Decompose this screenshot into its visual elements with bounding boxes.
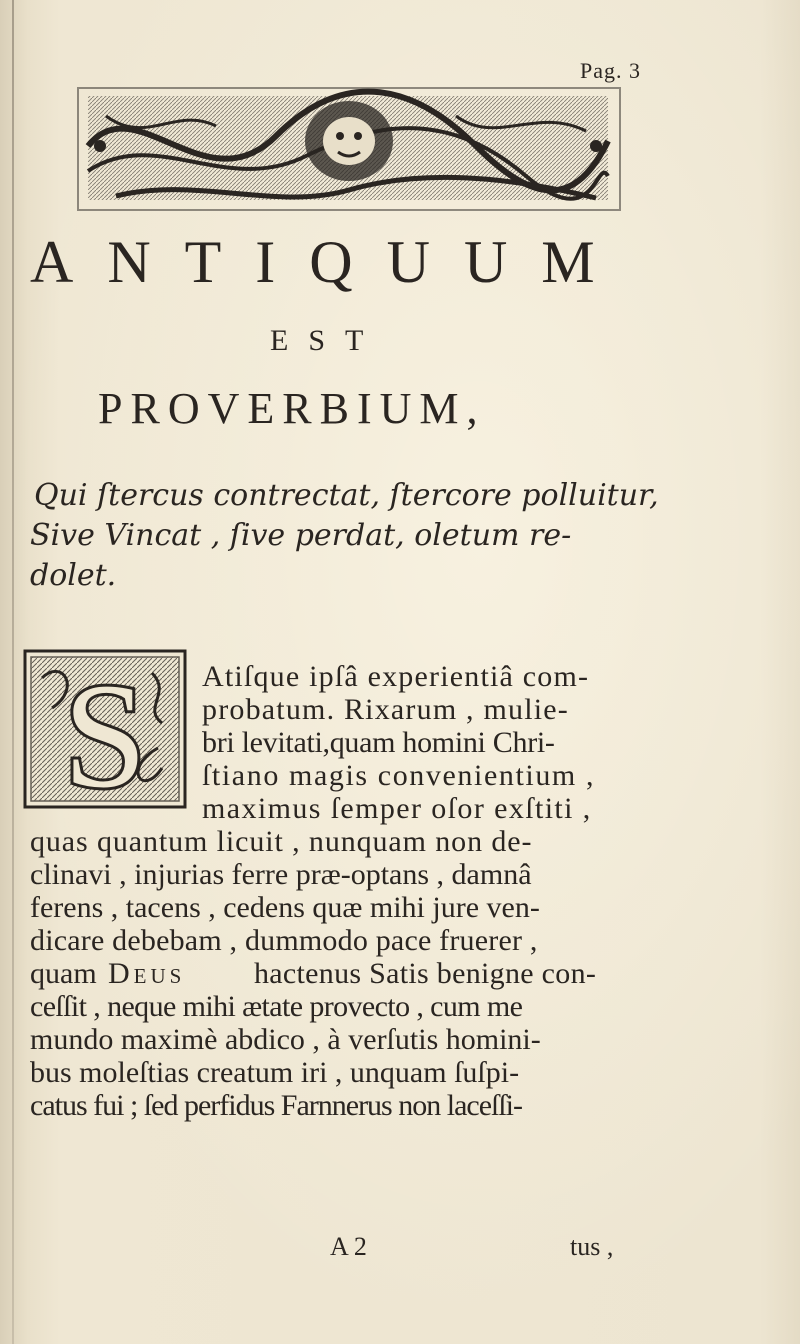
- body-line: ceſſit , neque mihi ætate provecto , cum me: [30, 990, 523, 1023]
- signature-mark: A 2: [330, 1232, 367, 1261]
- body-line: bri levitati,quam homini Chri-: [202, 726, 555, 759]
- body-line: mundo maximè abdico , à verſutis homini-: [30, 1023, 541, 1056]
- subtitle-est: EST: [270, 324, 384, 357]
- page-number: Pag. 3: [580, 58, 641, 83]
- body-line: probatum. Rixarum , mulie-: [202, 693, 569, 726]
- body-line: maximus ſemper oſor exſtiti ,: [202, 792, 592, 825]
- heading-proverbium: PROVERBIUM,: [98, 384, 486, 433]
- body-line: quas quantum licuit , nunquam non de-: [30, 825, 533, 858]
- ornamental-headpiece-icon: [76, 86, 622, 212]
- body-line: dicare debebam , dummodo pace fruerer ,: [30, 924, 538, 957]
- motto-line-3: dolet.: [30, 558, 117, 593]
- catchword: tus ,: [570, 1232, 614, 1261]
- initial-letter: S: [63, 653, 147, 810]
- body-line: ferens , tacens , cedens quæ mihi jure ven-: [30, 891, 540, 924]
- body-line: Atiſque ipſâ experientiâ com-: [202, 660, 590, 693]
- title-antiquum: ANTIQUUM: [30, 229, 629, 295]
- body-line: quam: [30, 957, 97, 990]
- body-line: catus fui ; ſed perfidus Farnnerus non laceſſi-: [30, 1089, 523, 1122]
- body-line: clinavi , injurias ferre præ-optans , damnâ: [30, 858, 532, 891]
- motto-line-2: Sive Vincat , ſive perdat, oletum re-: [30, 518, 572, 553]
- body-line: ſtiano magis convenientium ,: [202, 759, 596, 792]
- binding-edge: [12, 0, 14, 1344]
- motto-line-1: Qui ſtercus contrectat, ſtercore polluitur,: [34, 478, 659, 513]
- body-line: hactenus Satis benigne con-: [254, 957, 597, 990]
- motto: [30, 476, 670, 596]
- body-line-deus: Deus: [108, 957, 186, 990]
- decorated-initial-s-icon: [22, 648, 188, 810]
- body-line: bus moleſtias creatum iri , unquam ſuſpi-: [30, 1056, 520, 1089]
